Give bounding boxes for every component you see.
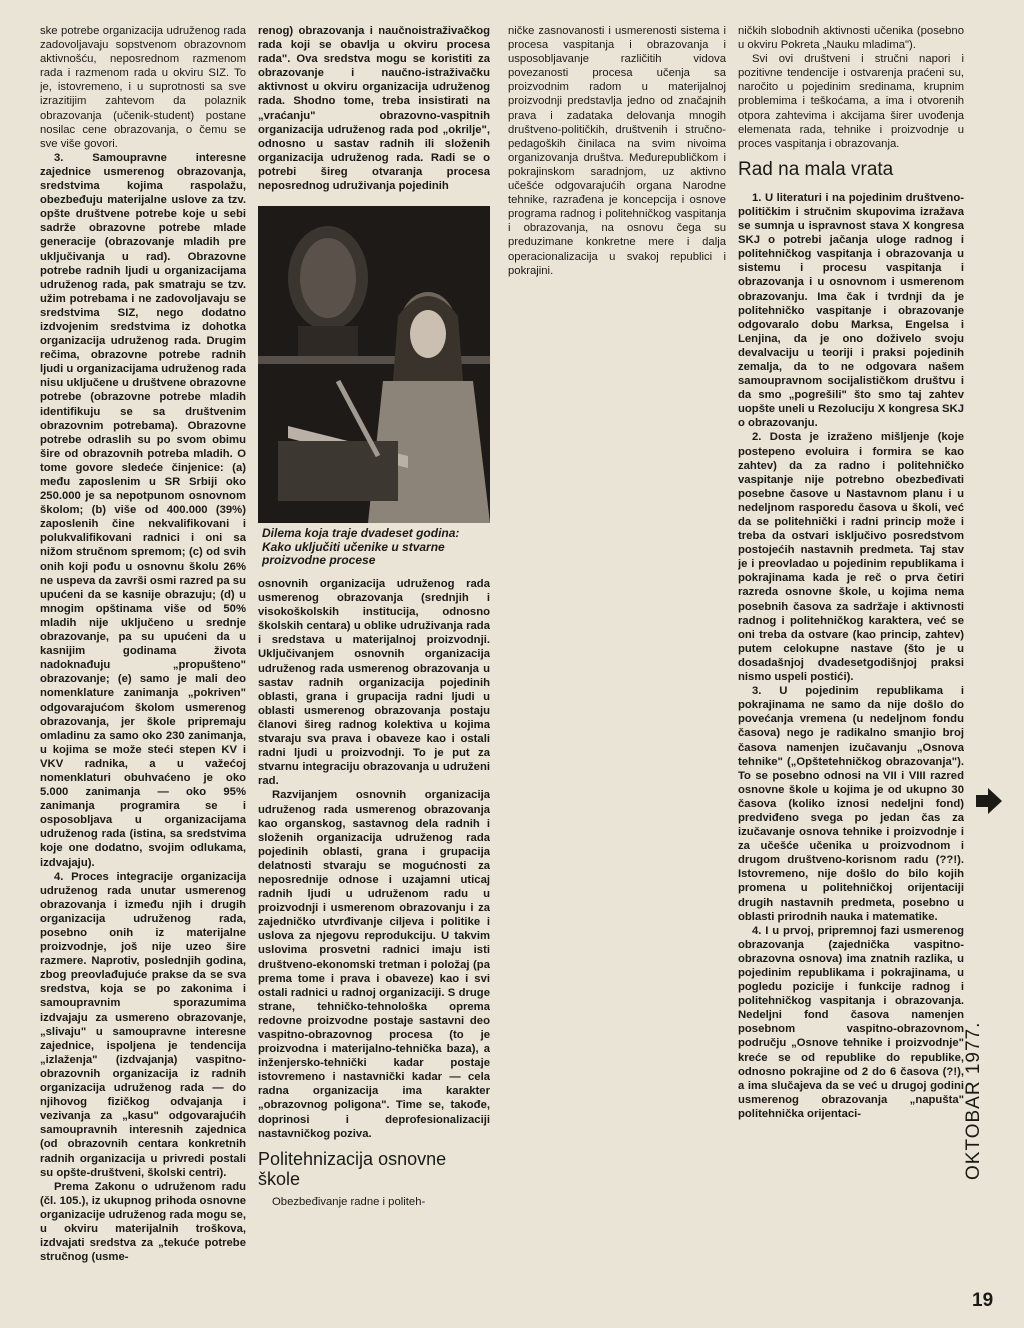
col2-paragraph-2: Razvijanjem osnovnih organizacija udruženog rada usmerenog obrazovanja kao organskog, sastavnog dela radnih i složenih organizacija udruženog rada pojedinih oblasti, grana i grupacija delatnosti stvaraju se mogućnosti za neposrednije odnose i uzajamni uticaj radnih ljudi u udruženom radu u proizvodnji i usmerenom obrazovanju i za zajedničko utvrđivanje ciljeva i politike i uslova za njegovu reprodukciju. U takvim uslovima prosvetni radnici imaju isti društveno-ekonomski tretman i položaj (pa prema tome i prava i obaveze) kao i svi ostali radnici u radnoj organizaciji. S druge strane, tehničko-tehnološka oprema redovne proizvodne postaje sastavni deo vaspitno-obrazovnog procesa (to je proizvodna i materijalno-tehnička baza), a inženjersko-tehnički kadar postaje istovremeno i nastavnički kadar — cela radna organizacija ima karakter „obrazovnog poligona". Time se, takođe, doprinosi i deprofesionalizaciji nastavničkog poziva. bbox=[258, 789, 490, 1140]
col2-paragraph-1: osnovnih organizacija udruženog rada usmerenog obrazovanja (srednjih i visokoškolskih institucija, odnosno školskih centara) u oblike udruživanja rada i sredstava u materijalnoj proizvodnji. Uključivanjem osnovnih organizacija udruženog rada usmerenog obrazovanja u sastav radnih organizacija pojedinih oblasti, grana i grupacija radni ljudi u oblasti usmerenog obrazovanja postaju članovi šireg radnog kolektiva u kojima stvaraju sva prava i obaveze kao i ostali radni ljudi u proizvodnji. To je put za stvarnu integraciju obrazovanja u udruženi rad. bbox=[258, 578, 490, 788]
col4-bold-paragraph-1: 1. U literaturi i na pojedinim društveno-političkim i stručnim skupovima izražava se sumnja u ispravnost stava X kongresa SKJ o potrebi jačanja uloge radnog i politehničkog vaspitanja i obrazovanja u sistemu i procesu vaspitanja i obrazovanja i u osnovnom i usmerenom obrazovanju. Ima čak i tvrdnji da je politehničko vaspitanje i obrazovanje odgovaralo dobu Marksa, Engelsa i Lenjina, da je ono doživelo svoju devalvaciju u teoriji i praksi pojedinih zemalja, da to ne odgovara našem samoupravnom socijalističkom društvu i da smo „pogrešili" što smo taj zahtev uopšte uneli u Rezoluciju X kongresa SKJ o obrazovanju. bbox=[738, 191, 964, 430]
col3-paragraph: ničke zasnovanosti i usmerenosti sistema i procesa vaspitanja i obrazovanja i usposobljavanje različitih vidova povezanosti procesa učenja sa proizvodnim radom u materijalnoj proizvodnji predstavlja jedno od značajnih prava i zadataka delovanja mnogih društveno-političkih, društvenih i stručno-pedagoških činilaca na svim nivoima organizovanja društva. Međurepubličkom i pokrajinskom saradnjom, uz aktivno učešće odgovarajućih organa Narodne tehnike, razrađena je koncepcija i osnove programa radnog i politehničkog vaspitanja i obrazovanja, na osnovu čega su preduzimane konkretne mere i dalja operacionalizacija u svakoj republici i pokrajini. bbox=[508, 25, 726, 277]
col4-paragraph-2: Svi ovi društveni i stručni napori i pozitivne tendencije i ostvarenja praćeni su, naročito u pojedinim sredinama, krupnim problemima i teškoćama, a ima i otvorenih otpora zahtevima i akcijama širег uvođenja elemenata rada, tehnike i proizvodnje u proces vaspitanja i obrazovanja. bbox=[738, 53, 964, 150]
col1-paragraph-1: ske potrebe organizacija udruženog rada zadovoljavaju sopstvenom obrazovnom aktivnošću, neposrednom razmenom rada i razmenom rada u okviru SIZ. To je, istovremeno, i u suprotnosti sa sve izrazitijim zahtevom da polaznik obrazovanja (učenik-student) postane nosilac cene obrazovanja, o čemu se sve više govori. bbox=[40, 25, 246, 150]
continue-arrow-icon bbox=[974, 786, 1004, 821]
col4-bold-paragraph-4: 4. I u prvoj, pripremnoj fazi usmerenog obrazovanja (zajednička vaspitno-obrazovna osnova) ima znatnih razlika, u pojedinim republikama i pokrajinama, u pogledu pozicije i funkcije radnog i politehničkog vaspitanja i obrazovanja. Nedeljni fond časova namenjen posebnom vaspitno-obrazovnom području „Osnove tehnike i proizvodnje" kreće se od republike do republike, odnosno pokrajine od 2 do 6 časova (?!), a ima slučajeva da se već u drugoj godini usmerenog obrazovanja „napušta" politehnička orijentaci- bbox=[738, 924, 964, 1120]
col1-paragraph-2: 3. Samoupravne interesne zajednice usmerenog obrazovanja, sredstvima kojima raspolažu, obezbeđuju materijalne uslove za tzv. opšte društvene potrebe koje u sebi sadrže obrazovne potrebe mlade generacije (obrazovanje mladih pre uključivanja u rad). Obrazovne potrebe radnih ljudi u organizacijama udruženog rada, pak smatraju se tzv. užim potrebama i ne zadovoljavaju se sredstvima SIZ, nego dodatno izdvojenim sredstvima iz dohotka organizacija udruženog rada. Drugim rečima, obrazovne potrebe radnih ljudi u organizacijama udruženog rada nisu uključene u društvene obrazovne potrebe (obrazovne potrebe mladih identifikuju se sa društvenim obrazovnim potrebama). Obrazovne potrebe odraslih su po svom obimu šire od obrazovnih potreba mladih. O tome govore sledeće činjenice: (a) među zaposlenim u SR Srbiji oko 250.000 je sa nepotpunom osnovnom školom; (b) više od 400.000 (39%) zaposlenih čine nekvalifikovani i polukvalifikovani radnici i oni sa nižom stručnom spremom; (c) od svih onih koji pođu u osnovnu školu 26% ne uspeva da završi osmi razred pa su upućeni da se kasnije obrazuju; (d) u mnogim opštinama više od 50% mladih nije uključeno u srednje obrazovanje, pa su upućeni da u kasnijim godinama života nadoknađuju „propušteno" obrazovanje; (e) samo je mali deo nomenklature zanimanja „pokriven" odgovarajućom školom usmerenog obrazovanja, jer škole pripremaju omladinu za samo oko 230 zanimanja, u kojima se može steći stepen KV i VKV radnika, a u važećoj nomenklaturi obuhvaćeno je oko 5.000 zanimanja — oko 95% zanimanja programira se i osposobljava u organizacijama udruženog rada (istina, sa sredstvima koje one dodatno, svojim odlukama, izdvajaju). bbox=[40, 151, 246, 869]
page-number: 19 bbox=[972, 1290, 994, 1311]
col4-bold-paragraph-2: 2. Dosta je izraženo mišljenje (koje postepeno evoluira i formira se kao zahtev) da za radno i politehničko vaspitanje nije potrebno obezbeđivati posebne časove u Nastavnom planu i u nedeljnom rasporedu časova u školi, već da se politehnički i radni princip može i treba da ostvari isključivo posredstvom postojećih nastavnih predmeta. Taj stav je i preovladao u pojedinim republikama i pokrajinama kada je reč o prva četiri razreda osnovne škole, u kojima nema posebnih časova za sadržaje i aktivnosti radnog i politehničkog karaktera, već se oni treba da ostvare (kao princip, zahtev) putem celokupne nastave (što je u dosadašnjoj dvadesetgodišnjoj praksi nismo uspeli postići). bbox=[738, 431, 964, 684]
column-2-bottom bbox=[258, 577, 490, 1317]
column-1 bbox=[40, 24, 246, 1314]
col2-last-line: Obezbeđivanje radne i politeh- bbox=[272, 1195, 426, 1208]
photo-illustration bbox=[258, 206, 490, 523]
col4-paragraph-1: ničkih slobodnih aktivnosti učenika (posebno u okviru Pokreta „Nauku mladima"). bbox=[738, 25, 964, 52]
photo-girl-at-machine bbox=[258, 206, 490, 523]
column-3 bbox=[508, 24, 726, 1314]
col2-top-paragraph: renog) obrazovanja i naučnoistraživačkog rada koji se obavlja u okviru procesa rada". Ova sredstva mogu se koristiti za obrazovanje i naučno-istraživačku aktivnost u okviru organizacija udruženog rada. Shodno tome, treba insistirati na „vraćanju" obrazovno-vaspitnih organizacija udruženog rada pod „okrilje", odnosno u sastav radnih ili složenih organizacija udruženog rada. Radi se o potrebi šireg otvaranja procesa neposrednog udruživanja pojedinih bbox=[258, 25, 490, 193]
issue-month: OKTOBAR 1977. bbox=[963, 1021, 984, 1180]
col1-paragraph-4: Prema Zakonu o udruženom radu (čl. 105.), iz ukupnog prihoda osnovne organizacije udruženog rada mogu se, u okviru materijalnih troškova, izdvajati sredstva za „tekuće potrebe stručnog (usme- bbox=[40, 1180, 246, 1264]
section-heading-politehnizacija: Politehnizacija osnovne škole bbox=[258, 1148, 447, 1189]
photo-caption: Dilema koja traje dvadeset godina: Kako uključiti učenike u stvarne proizvodne procese bbox=[262, 526, 460, 568]
section-heading-rad-na-mala-vrata: Rad na mala vrata bbox=[738, 158, 894, 180]
col4-bold-paragraph-3: 3. U pojedinim republikama i pokrajinama ne samo da nije došlo do povećanja vremena (u nedeljnom fondu časova) nego je radikalno smanjio broj časova namenjen izučavanju „Osnova tehnike" („Opštetehničkog obrazovanja"). To se posebno odnosi na VII i VIII razred osnovne škole u kojima je od ukupno 30 časova (koliko iznosi nedeljni fond) predviđeno svega po jedan čas za izučavanje osnova tehnike i proizvodnje i za učešće učenika u proizvodnom i drugom društveno-korisnom radu (??!). Istovremeno, nije došlo do bilo kojih promena u politehničkoj orijentaciji drugih nastavnih predmeta, posebno u oblasti prirodnih nauka i matematike. bbox=[738, 685, 964, 923]
column-4 bbox=[738, 24, 964, 1314]
col1-paragraph-3: 4. Proces integracije organizacija udruženog rada unutar usmerenog obrazovanja i između njih i drugih organizacija udruženog rada, posebno onih iz materijalne proizvodnje, još nije uzeo šire razmere. Naprotiv, poslednjih godina, zbog preovlađujuće prakse da se sva sredstva, koja se po zakonima i samoupravnim sporazumima izdvajaju za usmereno obrazovanje, „slivaju" u samoupravne interesne zajednice, ispoljena je tendencija „izlaženja" (izdvajanja) vaspitno-obrazovnih organizacija iz radnih organizacija udruženog rada — do njihovog fizičkog odvajanja i vezivanja za „kasu" odgovarajućih samoupravnih interesnih zajednica (od obrazovnih centara konkretnih radnih organizacija u privredi postali su opšte-društveni, školski centri). bbox=[40, 870, 246, 1179]
